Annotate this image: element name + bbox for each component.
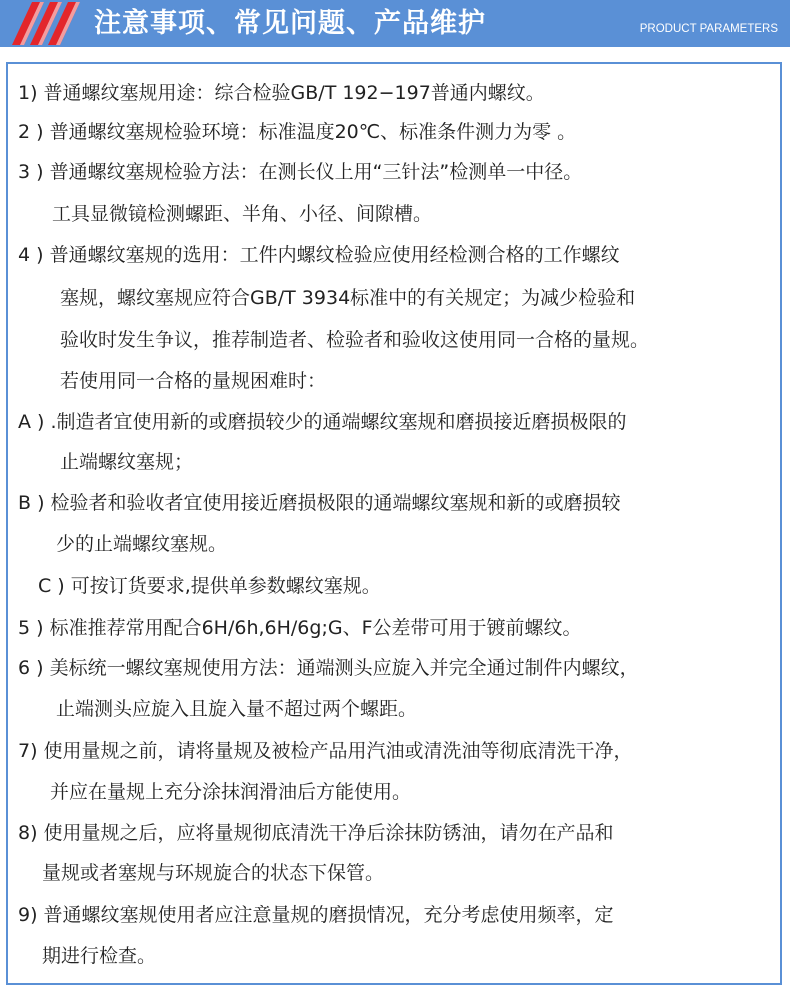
note-line: 3 ) 普通螺纹塞规检验方法：在测长仪上用“三针法”检测单一中径。 xyxy=(18,161,583,183)
note-line: 塞规，螺纹塞规应符合GB/T 3934标准中的有关规定；为减少检验和 xyxy=(60,287,636,309)
note-line: 止端测头应旋入且旋入量不超过两个螺距。 xyxy=(56,698,418,720)
note-line: 5 ) 标准推荐常用配合6H/6h,6H/6g;G、F公差带可用于镀前螺纹。 xyxy=(18,617,582,639)
section-title: 注意事项、常见问题、产品维护 xyxy=(94,8,486,39)
note-line: 止端螺纹塞规； xyxy=(60,451,194,473)
note-line: 2 ) 普通螺纹塞规检验环境：标准温度20℃、标准条件测力为零 。 xyxy=(18,121,577,143)
note-line: 9) 普通螺纹塞规使用者应注意量规的磨损情况，充分考虑使用频率，定 xyxy=(18,904,614,926)
notes-panel xyxy=(6,62,782,985)
note-line: 量规或者塞规与环规旋合的状态下保管。 xyxy=(42,862,385,884)
note-line: 1) 普通螺纹塞规用途：综合检验GB/T 192−197普通内螺纹。 xyxy=(18,82,545,104)
note-line: B ) 检验者和验收者宜使用接近磨损极限的通端螺纹塞规和新的或磨损较 xyxy=(18,492,621,514)
note-line: 7) 使用量规之前，请将量规及被检产品用汽油或清洗油等彻底清洗干净， xyxy=(18,740,633,762)
header-bar xyxy=(0,0,790,47)
note-line: A ) .制造者宜使用新的或磨损较少的通端螺纹塞规和磨损接近磨损极限的 xyxy=(18,411,627,433)
note-line: 并应在量规上充分涂抹润滑油后方能使用。 xyxy=(50,781,412,803)
note-line: 工具显微镜检测螺距、半角、小径、间隙槽。 xyxy=(52,203,433,225)
note-line: 6 ) 美标统一螺纹塞规使用方法：通端测头应旋入并完全通过制件内螺纹， xyxy=(18,657,639,679)
section-subtitle: PRODUCT PARAMETERS xyxy=(639,23,778,35)
red-stripes-logo-icon xyxy=(10,2,82,45)
note-line: 4 ) 普通螺纹塞规的选用：工件内螺纹检验应使用经检测合格的工作螺纹 xyxy=(18,244,620,266)
note-line: 若使用同一合格的量规困难时： xyxy=(60,370,327,392)
note-line: 期进行检查。 xyxy=(42,945,157,967)
note-line: C ) 可按订货要求,提供单参数螺纹塞规。 xyxy=(38,575,381,597)
note-line: 少的止端螺纹塞规。 xyxy=(56,533,228,555)
note-line: 8) 使用量规之后，应将量规彻底清洗干净后涂抹防锈油，请勿在产品和 xyxy=(18,822,614,844)
note-line: 验收时发生争议，推荐制造者、检验者和验收这使用同一合格的量规。 xyxy=(60,329,650,351)
